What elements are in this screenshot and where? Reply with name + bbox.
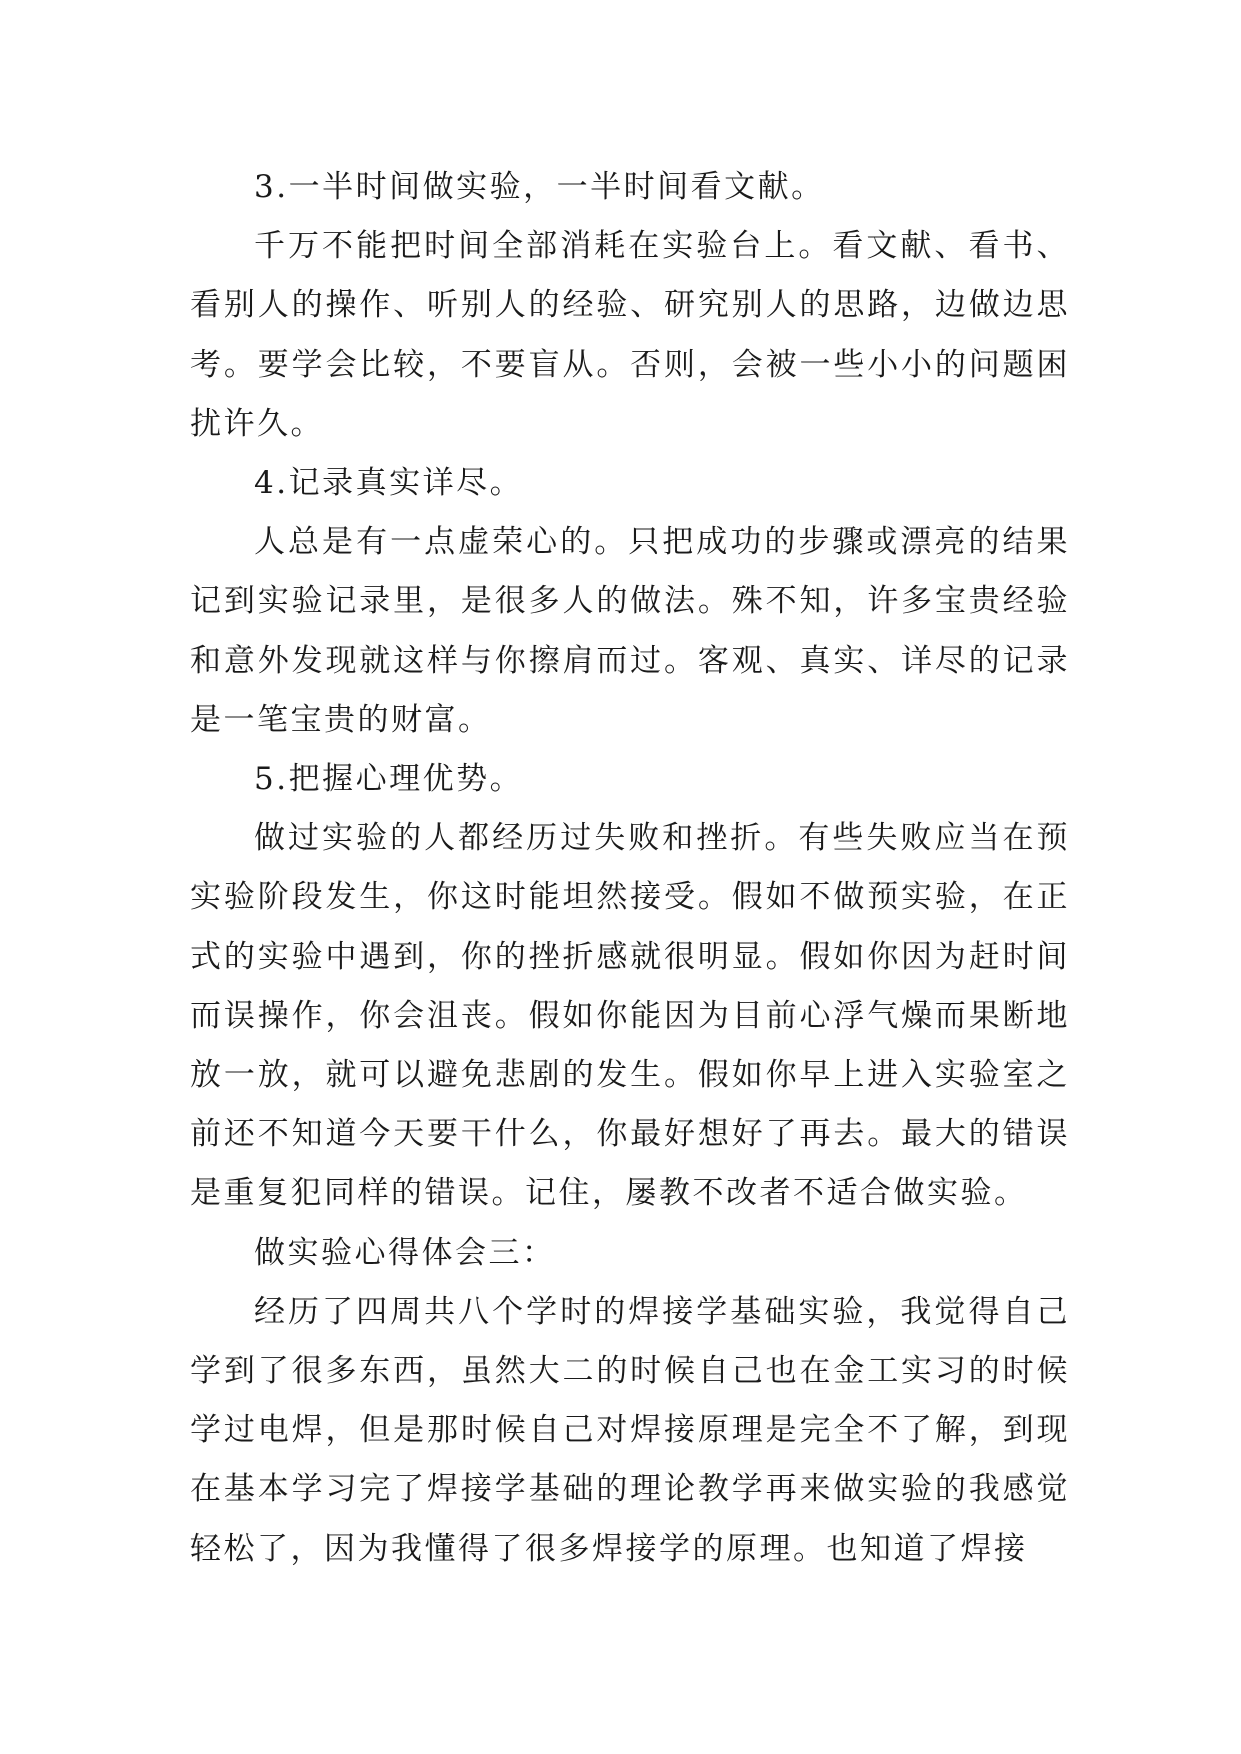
heading-item-4: 4.记录真实详尽。: [254, 465, 524, 502]
paragraph: 经历了四周共八个学时的焊接学基础实验，我觉得自己学到了很多东西，虽然大二的时候自己也在金工实习的时候学过电焊，但是那时候自己对焊接原理是完全不了解，到现在基本学习完了焊接学基础的理论教学再来做实验的我感觉轻松了，因为我懂得了很多焊接学的原理。也知道了焊接: [190, 1293, 1070, 1567]
section-heading: 做实验心得体会三：: [254, 1234, 556, 1271]
heading-item-5: 5.把握心理优势。: [254, 761, 524, 798]
paragraph: 千万不能把时间全部消耗在实验台上。看文献、看书、看别人的操作、听别人的经验、研究别人的思路，边做边思考。要学会比较，不要盲从。否则，会被一些小小的问题困扰许久。: [190, 228, 1070, 442]
document-body: [190, 158, 1070, 1579]
heading-item-3: 3.一半时间做实验，一半时间看文献。: [254, 169, 825, 205]
paragraph: 人总是有一点虚荣心的。只把成功的步骤或漂亮的结果记到实验记录里，是很多人的做法。殊不知，许多宝贵经验和意外发现就这样与你擦肩而过。客观、真实、详尽的记录是一笔宝贵的财富。: [190, 524, 1070, 738]
paragraph: 做过实验的人都经历过失败和挫折。有些失败应当在预实验阶段发生，你这时能坦然接受。假如不做预实验，在正式的实验中遇到，你的挫折感就很明显。假如你因为赶时间而误操作，你会沮丧。假如你能因为目前心浮气燥而果断地放一放，就可以避免悲剧的发生。假如你早上进入实验室之前还不知道今天要干什么，你最好想好了再去。最大的错误是重复犯同样的错误。记住，屡教不改者不适合做实验。: [190, 820, 1070, 1212]
